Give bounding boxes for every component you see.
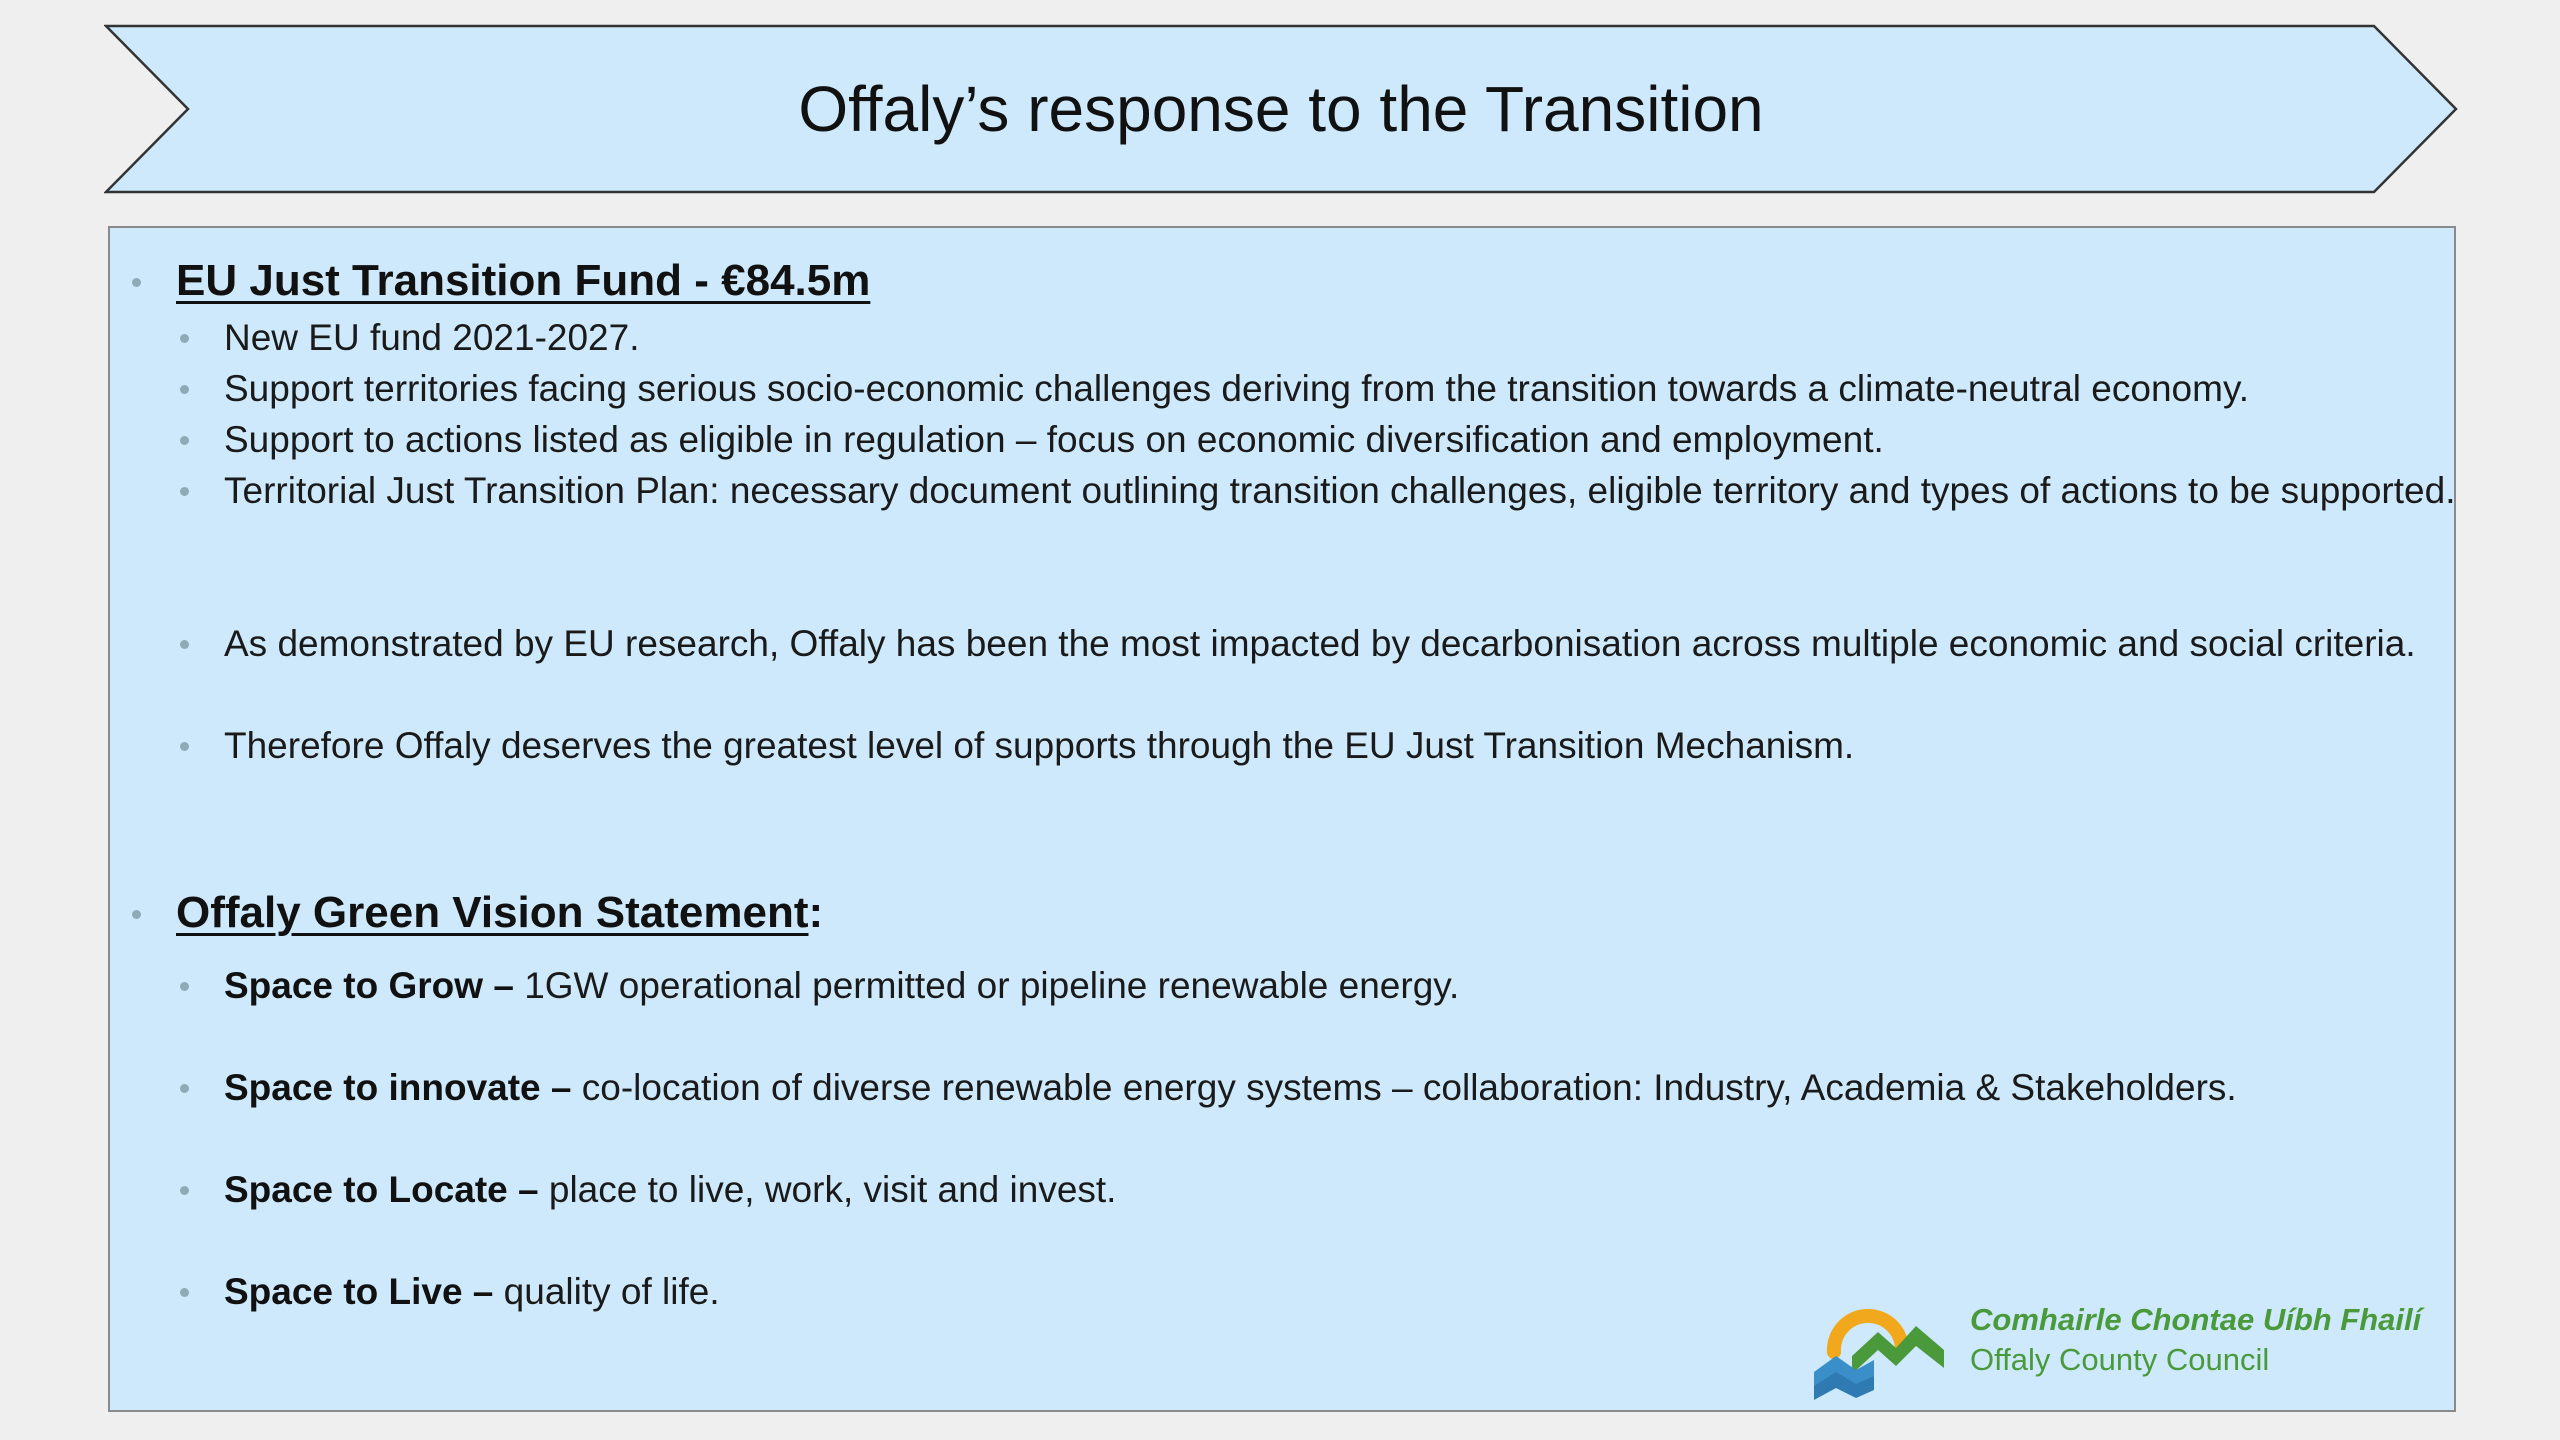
bullet-dot	[180, 334, 189, 343]
bullet-dot	[180, 982, 189, 991]
section-heading-fund-text: EU Just Transition Fund - €84.5m	[176, 256, 871, 305]
title-banner	[104, 24, 2458, 194]
bullet-dot	[180, 742, 189, 751]
bullet-dot	[180, 385, 189, 394]
council-logo	[1812, 1290, 2432, 1400]
vision-item	[224, 1164, 2474, 1215]
logo-text-irish: Comhairle Chontae Uíbh Fhailí	[1970, 1302, 2422, 1337]
bullet-dot	[180, 1084, 189, 1093]
fund-bullet: Territorial Just Transition Plan: necessary document outlining transition challenges, eligible territory and types of actions to be supported.	[224, 470, 2456, 511]
bullet-dot	[132, 278, 141, 287]
bullet-dot	[180, 487, 189, 496]
section-heading-vision	[176, 888, 823, 938]
section-heading-vision-colon: :	[808, 888, 824, 937]
bullet-dot	[180, 1288, 189, 1297]
section-heading-vision-text: Offaly Green Vision Statement	[176, 888, 809, 937]
vision-item-text: 1GW operational permitted or pipeline renewable energy.	[513, 965, 1460, 1006]
vision-item-label: Space to Grow –	[224, 965, 514, 1006]
bullet-dot	[180, 640, 189, 649]
fund-bullet: As demonstrated by EU research, Offaly has been the most impacted by decarbonisation across multiple economic and social criteria.	[224, 623, 2416, 664]
content-box	[108, 226, 2456, 1412]
page-title: Offaly’s response to the Transition	[798, 73, 1764, 145]
vision-item-text: quality of life.	[493, 1271, 720, 1312]
fund-bullet: Therefore Offaly deserves the greatest level of supports through the EU Just Transition Mechanism.	[224, 725, 1855, 766]
fund-bullet: Support to actions listed as eligible in regulation – focus on economic diversification and employment.	[224, 419, 1884, 460]
fund-bullet: New EU fund 2021-2027.	[224, 317, 640, 358]
vision-item	[224, 1062, 2474, 1113]
vision-item-label: Space to innovate –	[224, 1067, 572, 1108]
council-logo-icon	[1812, 1290, 1952, 1400]
section-heading-fund	[176, 256, 870, 306]
vision-item-text: co-location of diverse renewable energy systems – collaboration: Industry, Academia & Stakeholders.	[571, 1067, 2237, 1108]
vision-item	[224, 960, 2474, 1011]
bullet-dot	[132, 910, 141, 919]
logo-text-english: Offaly County Council	[1970, 1342, 2270, 1377]
fund-bullet: Support territories facing serious socio-economic challenges deriving from the transition towards a climate-neutral economy.	[224, 368, 2249, 409]
vision-item-label: Space to Locate –	[224, 1169, 539, 1210]
bullet-dot	[180, 436, 189, 445]
bullet-dot	[180, 1186, 189, 1195]
vision-item-text: place to live, work, visit and invest.	[538, 1169, 1117, 1210]
vision-item-label: Space to Live –	[224, 1271, 494, 1312]
